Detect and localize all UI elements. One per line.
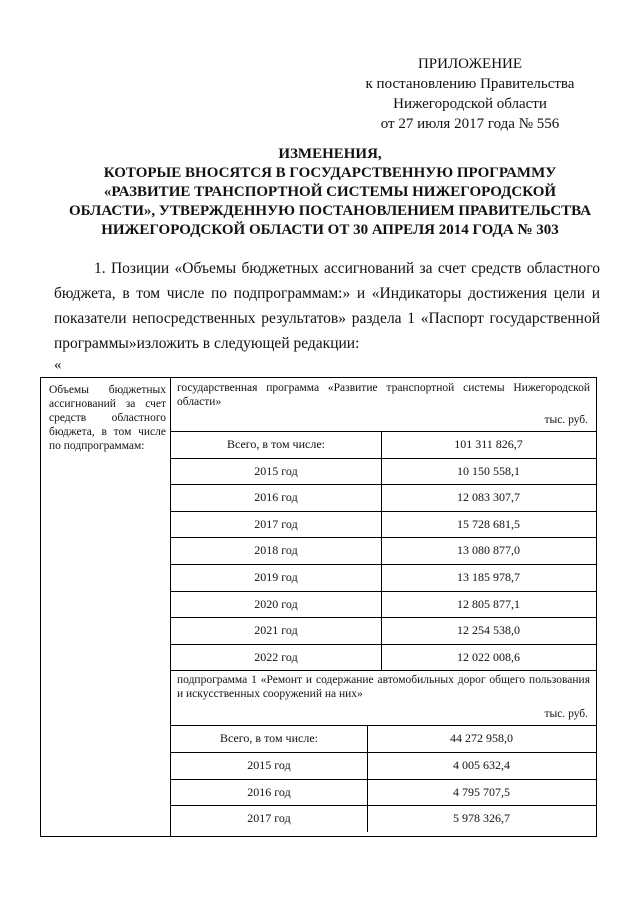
subprogram-row-label: 2017 год	[247, 811, 291, 826]
row-divider	[171, 644, 596, 645]
appendix-line: Нижегородской области	[393, 96, 547, 112]
budget-table	[40, 377, 597, 837]
title-line: ОБЛАСТИ», УТВЕРЖДЕННУЮ ПОСТАНОВЛЕНИЕМ ПРАВИТЕЛЬСТВА	[68, 203, 592, 219]
row-divider	[171, 564, 596, 565]
table-left-label: Объемы бюджетных ассигнований за счет средств областного бюджета, в том числе по подпрограммам:	[41, 378, 171, 836]
program-row-label: 2017 год	[254, 516, 298, 531]
row-divider	[171, 458, 596, 459]
program-row-value: 15 728 681,5	[457, 516, 520, 531]
document-title	[40, 145, 620, 240]
appendix-line: к постановлению Правительства	[365, 76, 575, 92]
title-line: КОТОРЫЕ ВНОСЯТСЯ В ГОСУДАРСТВЕННУЮ ПРОГРАММУ	[103, 165, 557, 181]
subprogram-row-value: 44 272 958,0	[450, 731, 513, 746]
program-row-label: 2019 год	[254, 570, 298, 584]
row-divider	[171, 725, 596, 726]
title-line: ИЗМЕНЕНИЯ,	[278, 146, 382, 162]
row-divider	[171, 431, 596, 432]
subprogram-unit: тыс. руб.	[544, 708, 588, 721]
row-divider	[171, 617, 596, 618]
program-row-value: 13 080 877,0	[457, 543, 520, 558]
row-divider	[171, 591, 596, 592]
appendix-date: от 27 июля 2017 года № 556	[380, 116, 560, 132]
program-row-label: 2020 год	[254, 596, 298, 611]
program-row-label: 2021 год	[254, 623, 298, 638]
program-row-value: 10 150 558,1	[457, 463, 520, 478]
program-row-label: 2018 год	[254, 543, 298, 558]
program-row-value: 13 185 978,7	[457, 570, 520, 584]
subprogram-row-value: 4 795 707,5	[453, 784, 510, 799]
title-line: «РАЗВИТИЕ ТРАНСПОРТНОЙ СИСТЕМЫ НИЖЕГОРОДСКОЙ	[103, 184, 557, 200]
subprogram-row-label: 2015 год	[247, 758, 291, 772]
program-row-value: 12 022 008,6	[457, 649, 520, 664]
subprogram-row-value: 5 978 326,7	[453, 811, 510, 826]
row-divider	[171, 752, 596, 753]
program-row-value: 12 083 307,7	[457, 490, 520, 505]
program-row-value: 12 805 877,1	[457, 596, 520, 611]
subprogram-header: подпрограмма 1 «Ремонт и содержание автомобильных дорог общего пользования и искусственных сооружений на них»	[177, 674, 590, 701]
title-line: НИЖЕГОРОДСКОЙ ОБЛАСТИ ОТ 30 АПРЕЛЯ 2014 ГОДА № 303	[101, 222, 559, 238]
program-unit: тыс. руб.	[544, 414, 588, 426]
paragraph-text: 1. Позиции «Объемы бюджетных ассигнований за счет средств областного бюджета, в том числе по подпрограммам:» и «Индикаторы достижения цели и показатели непосредственных результатов» раздела 1 «Паспорт государственной программы»изложить в следующей редакции:	[54, 260, 600, 352]
appendix-block	[340, 54, 600, 134]
program-row-label: 2016 год	[254, 490, 298, 505]
subprogram-row-label: Всего, в том числе:	[220, 731, 318, 746]
program-row-value: 101 311 826,7	[454, 437, 523, 451]
body-paragraph	[54, 256, 600, 356]
subprogram-row-value: 4 005 632,4	[453, 758, 510, 772]
row-divider	[171, 484, 596, 485]
row-divider	[171, 511, 596, 512]
row-divider	[171, 779, 596, 780]
program-row-label: Всего, в том числе:	[227, 437, 325, 451]
open-quote: «	[54, 357, 62, 373]
program-row-label: 2022 год	[254, 649, 298, 664]
program-row-label: 2015 год	[254, 463, 298, 478]
row-divider	[171, 805, 596, 806]
program-row-value: 12 254 538,0	[457, 623, 520, 638]
subprogram-row-label: 2016 год	[247, 784, 291, 799]
program-header: государственная программа «Развитие транспортной системы Нижегородской области»	[177, 382, 590, 408]
row-divider	[171, 537, 596, 538]
appendix-heading: ПРИЛОЖЕНИЕ	[417, 56, 523, 72]
table-right-column	[171, 378, 596, 836]
